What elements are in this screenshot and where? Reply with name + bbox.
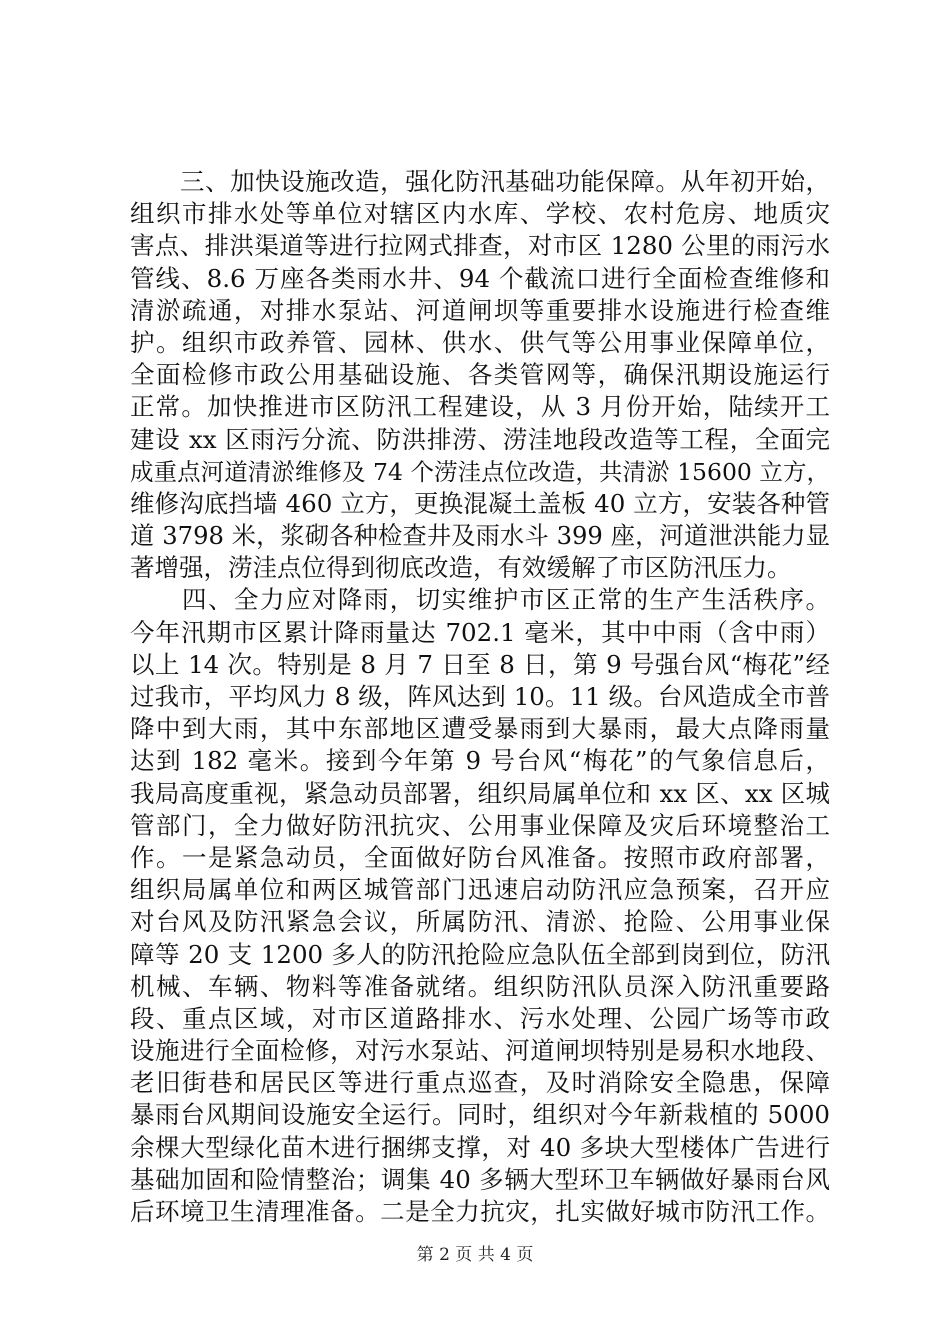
- text-line: 组织局属单位和两区城管部门迅速启动防汛应急预案，召开应: [130, 875, 830, 905]
- text-line: 段、重点区域，对市区道路排水、污水处理、公园广场等市政: [130, 1003, 830, 1033]
- text-line: 三、加快设施改造，强化防汛基础功能保障。从年初开始，: [130, 167, 830, 196]
- text-line: 四、全力应对降雨，切实维护市区正常的生产生活秩序。: [130, 585, 830, 615]
- text-line: 降中到大雨，其中东部地区遭受暴雨到大暴雨，最大点降雨量: [130, 714, 830, 744]
- text-line: 维修沟底挡墙 460 立方，更换混凝土盖板 40 立方，安装各种管: [130, 488, 830, 518]
- text-line: 我局高度重视，紧急动员部署，组织局属单位和 xx 区、xx 区城: [130, 778, 830, 808]
- text-line: 清淤疏通，对排水泵站、河道闸坝等重要排水设施进行检查维: [130, 295, 830, 325]
- text-line: 今年汛期市区累计降雨量达 702.1 毫米，其中中雨（含中雨）: [130, 617, 830, 647]
- text-line: 基础加固和险情整治；调集 40 多辆大型环卫车辆做好暴雨台风: [130, 1164, 830, 1194]
- text-line: 暴雨台风期间设施安全运行。同时，组织对今年新栽植的 5000: [130, 1100, 830, 1130]
- text-line: 害点、排洪渠道等进行拉网式排查，对市区 1280 公里的雨污水: [130, 231, 830, 261]
- text-line: 管线、8.6 万座各类雨水井、94 个截流口进行全面检查维修和: [130, 263, 830, 293]
- text-line: 护。组织市政养管、园林、供水、供气等公用事业保障单位，: [130, 327, 830, 357]
- text-line: 道 3798 米，浆砌各种检查井及雨水斗 399 座，河道泄洪能力显: [130, 521, 830, 551]
- page-number-footer: 第 2 页 共 4 页: [416, 1245, 534, 1265]
- text-line: 达到 182 毫米。接到今年第 9 号台风“梅花”的气象信息后，: [130, 746, 830, 776]
- text-line: 管部门，全力做好防汛抗灾、公用事业保障及灾后环境整治工: [130, 810, 830, 840]
- text-line: 组织市排水处等单位对辖区内水库、学校、农村危房、地质灾: [130, 199, 830, 229]
- text-line: 全面检修市政公用基础设施、各类管网等，确保汛期设施运行: [130, 360, 830, 390]
- text-line: 老旧街巷和居民区等进行重点巡查，及时消除安全隐患，保障: [130, 1068, 830, 1098]
- text-line: 障等 20 支 1200 多人的防汛抢险应急队伍全部到岗到位，防汛: [130, 939, 830, 969]
- text-line: 成重点河道清淤维修及 74 个涝洼点位改造，共清淤 15600 立方，: [130, 457, 830, 486]
- text-line: 建设 xx 区雨污分流、防洪排涝、涝洼地段改造等工程，全面完: [130, 424, 830, 454]
- text-line: 设施进行全面检修，对污水泵站、河道闸坝特别是易积水地段、: [130, 1036, 830, 1066]
- text-line: 机械、车辆、物料等准备就绪。组织防汛队员深入防汛重要路: [130, 971, 830, 1001]
- document-body: [130, 166, 830, 1228]
- text-line: 作。一是紧急动员，全面做好防台风准备。按照市政府部署，: [130, 842, 830, 872]
- text-line: 过我市，平均风力 8 级，阵风达到 10。11 级。台风造成全市普: [130, 682, 830, 711]
- text-line: 对台风及防汛紧急会议，所属防汛、清淤、抢险、公用事业保: [130, 907, 830, 937]
- text-line: 余棵大型绿化苗木进行捆绑支撑，对 40 多块大型楼体广告进行: [130, 1132, 830, 1162]
- text-line: 后环境卫生清理准备。二是全力抗灾，扎实做好城市防汛工作。: [130, 1197, 830, 1226]
- text-line: 正常。加快推进市区防汛工程建设，从 3 月份开始，陆续开工: [130, 392, 830, 422]
- text-line: 以上 14 次。特别是 8 月 7 日至 8 日，第 9 号强台风“梅花”经: [130, 649, 830, 679]
- text-line: 著增强，涝洼点位得到彻底改造，有效缓解了市区防汛压力。: [130, 553, 792, 583]
